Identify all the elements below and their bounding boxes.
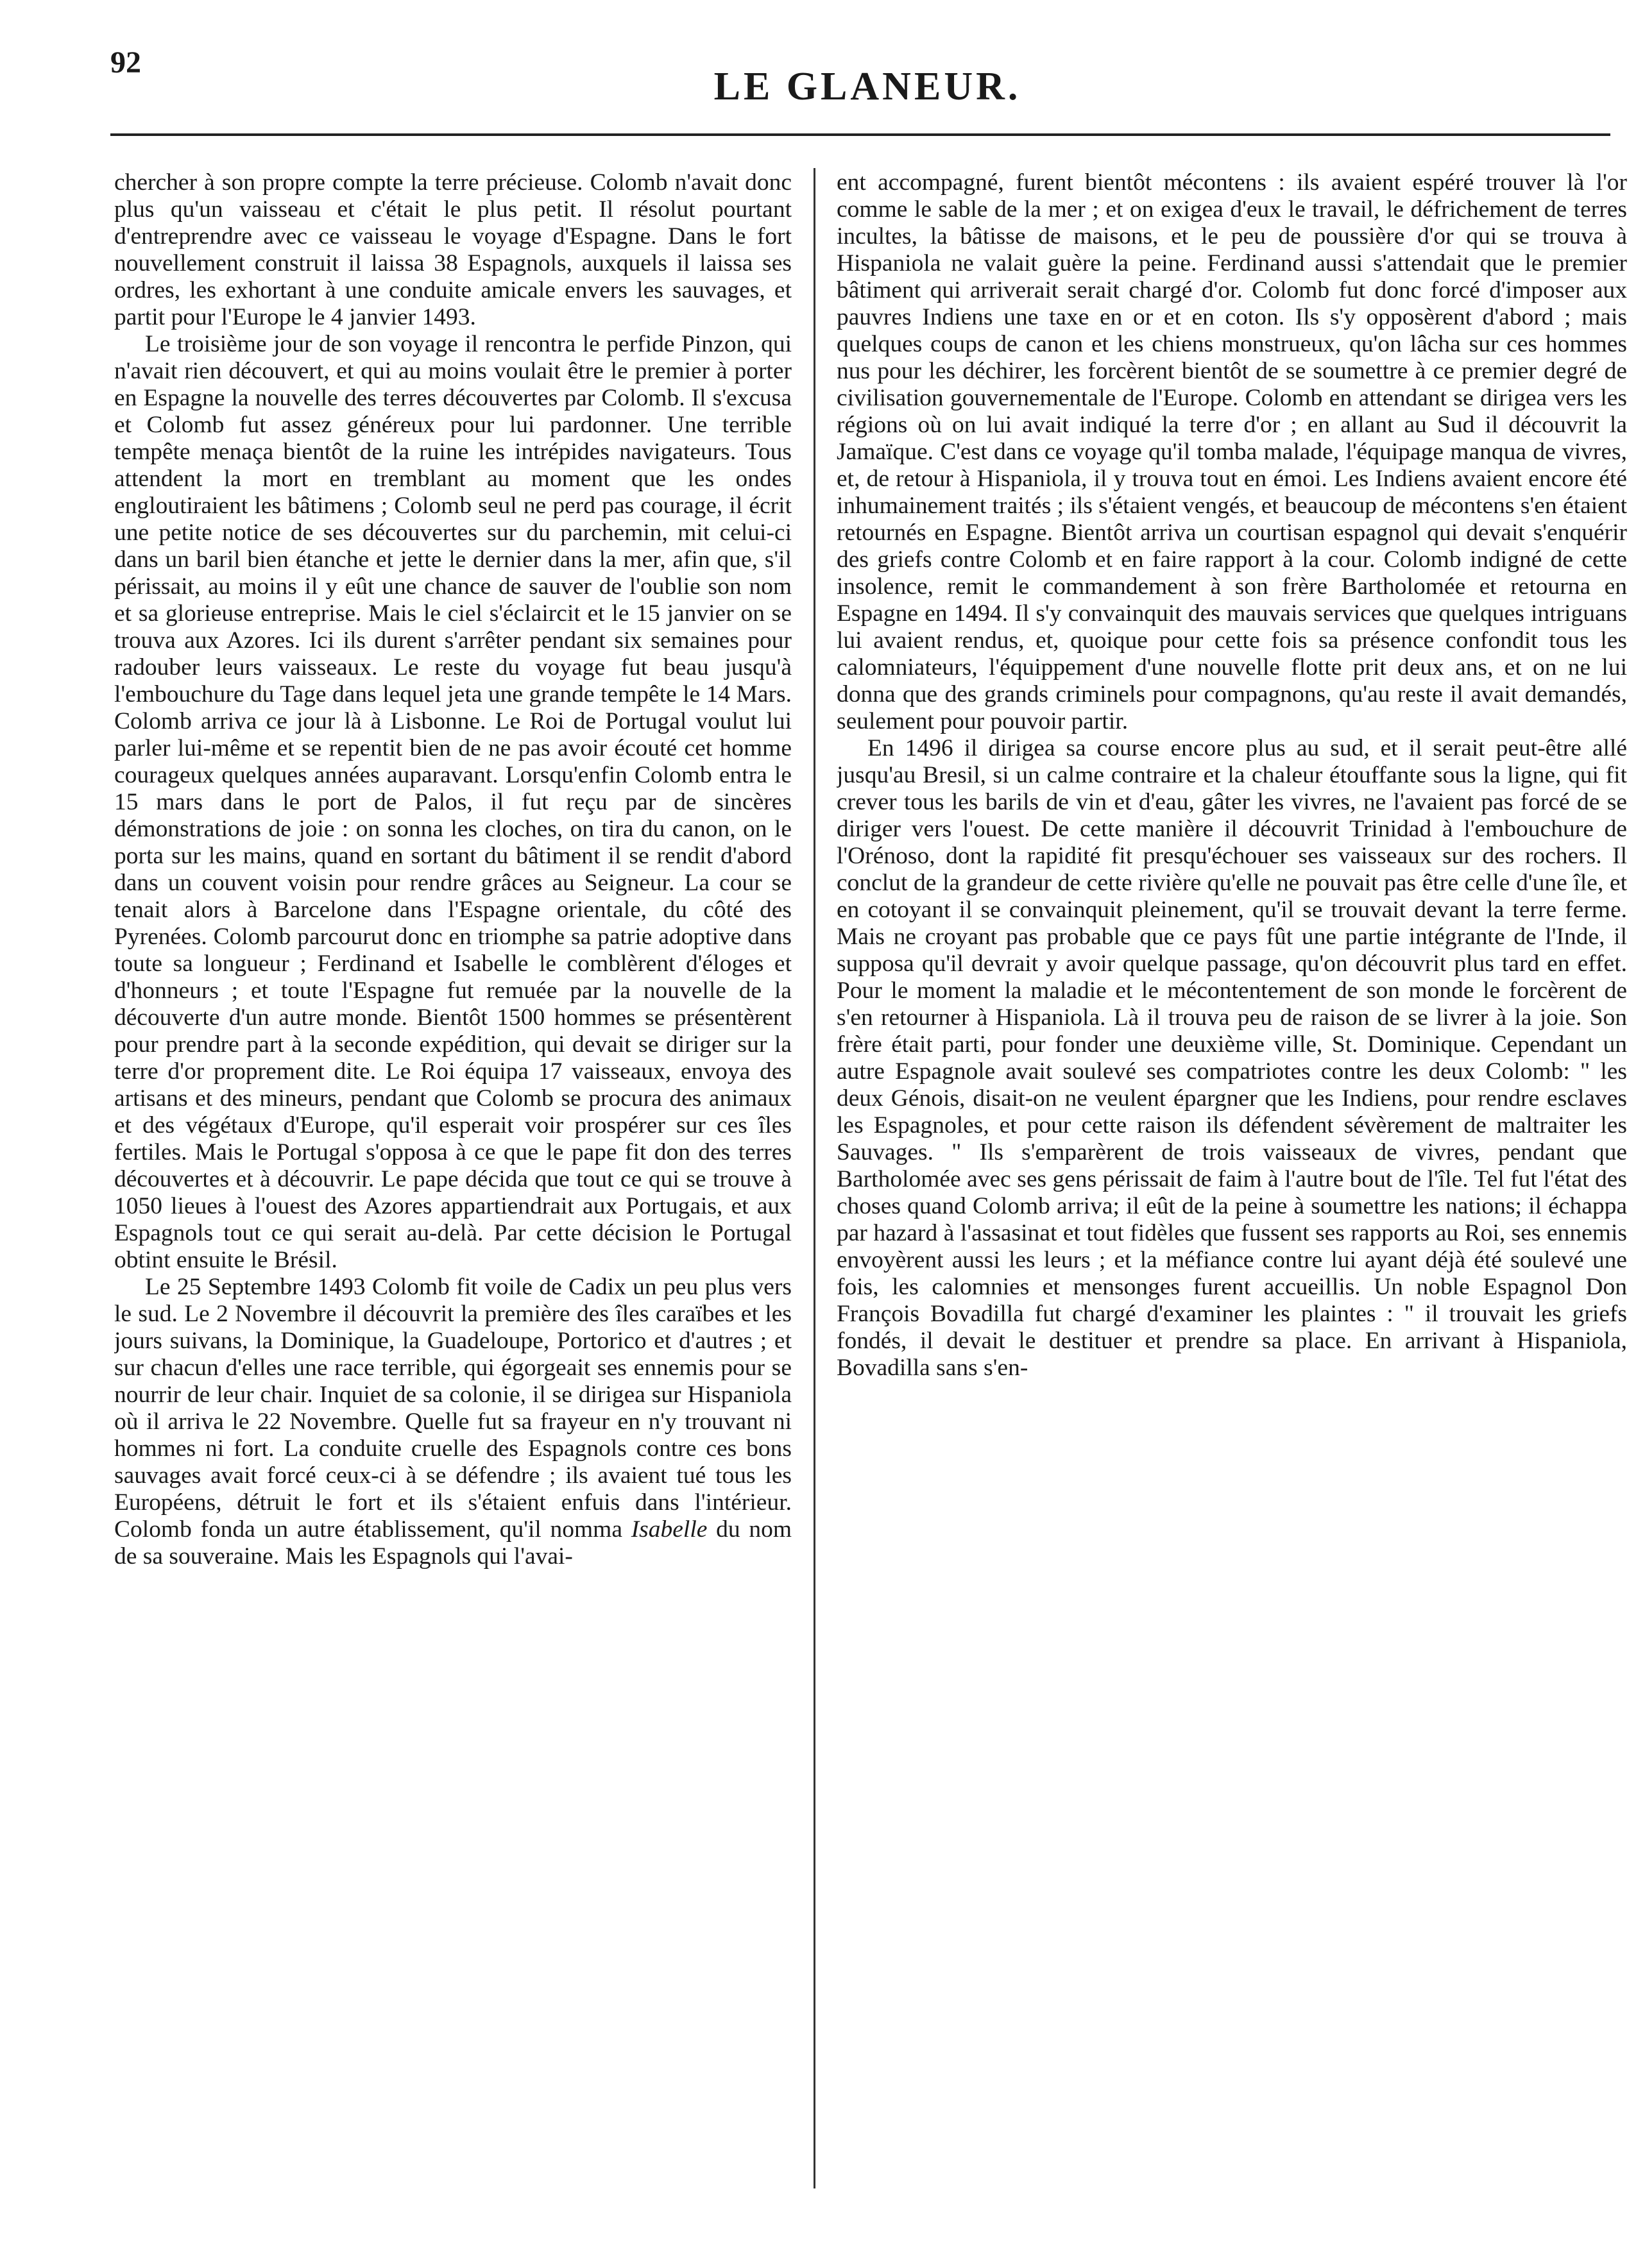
paragraph: En 1496 il dirigea sa course encore plus au sud, et il serait peut-être allé jusqu'au Bresil, si un calme contraire et la chaleur étouffante sous la ligne, qui fit crever tous les barils de vin et d'eau, gâter les vivres, ne l'avaient pas forcé de se diriger vers l'ouest. De cette manière il découvrit Trinidad à l'embouchure de l'Orénoso, dont la rapidité fit presqu'échouer ses vaisseaux sur des rochers. Il conclut de la grandeur de cette rivière qu'elle ne pouvait pas être celle d'une île, et en cotoyant il se convainquit pleinement, qu'il se trouvait devant la terre ferme. Mais ne croyant pas probable que ce pays fût une partie intégrante de l'Inde, il supposa qu'il devrait y avoir quelque passage, qu'on découvrit plus tard en effet. Pour le moment la maladie et le mécontentement de son monde le forcèrent de s'en retourner à Hispaniola. Là il trouva peu de raison de se livrer à la joie. Son frère était parti, pour fonder une deuxième ville, St. Dominique. Cependant un autre Espagnole avait soulevé ses compatriotes contre les deux Colomb: " les deux Génois, disait-on ne veulent épargner que les Indiens, pour rendre esclaves les Espagnoles, et pour cette raison ils défendent sévèrement de maltraiter les Sauvages. " Ils s'emparèrent de trois vaisseaux de vivres, pendant que Bartholomée avec ses gens périssait de faim à l'autre bout de l'île. Tel fut l'état des choses quand Colomb arriva; il eût de la peine à soumettre les nations; il échappa par hazard à l'assasinat et tout fidèles que fussent ses rapports au Roi, ses ennemis envoyèrent aussi les leurs ; et la méfiance contre lui ayant déjà été soulevé une fois, les calomnies et mensonges furent accueillis. Un noble Espagnol Don François Bovadilla fut chargé d'examiner les plaintes : " il trouvait les griefs fondés, il devait le destituer et prendre sa place. En arrivant à Hispaniola, Bovadilla sans s'en- (837, 735, 1627, 1381)
journal-title: LE GLANEUR. (713, 65, 1021, 108)
page-header (110, 45, 1624, 122)
left-column (114, 169, 792, 2196)
italic-name-isabelle: Isabelle (631, 1516, 708, 1543)
paragraph: chercher à son propre compte la terre précieuse. Colomb n'avait donc plus qu'un vaisseau et c'était le plus petit. Il résolut pourtant d'entreprendre avec ce vaisseau le voyage d'Espagne. Dans le fort nouvellement construit il laissa 38 Espagnols, auxquels il laissa ses ordres, les exhortant à une conduite amicale envers les sauvages, et partit pour l'Europe le 4 janvier 1493. (114, 169, 792, 330)
column-divider (814, 168, 815, 2188)
text-run: Le 25 Septembre 1493 Colomb fit voile de Cadix un peu plus vers le sud. Le 2 Novembre il découvrit la première des îles caraïbes et les jours suivans, la Dominique, la Guadeloupe, Portorico et d'autres ; et sur chacun d'elles une race terrible, qui égorgeait ses ennemis pour se nourrir de leur chair. Inquiet de sa colonie, il se dirigea sur Hispaniola où il arriva le 22 Novembre. Quelle fut sa frayeur en n'y trouvant ni hommes ni fort. La conduite cruelle des Espagnols contre ces bons sauvages avait forcé ceux-ci à se défendre ; ils avaient tué tous les Européens, détruit le fort et ils s'étaient enfuis dans l'intérieur. Colomb fonda un autre établissement, qu'il nomma (114, 1274, 792, 1543)
page-number: 92 (110, 46, 141, 80)
text-run: du nom de sa souveraine. Mais les Espagnols qui l'avai- (114, 1516, 792, 1570)
right-column (837, 169, 1627, 2196)
paragraph (114, 1274, 792, 1570)
paragraph: Le troisième jour de son voyage il rencontra le perfide Pinzon, qui n'avait rien découvert, et qui au moins voulait être le premier à porter en Espagne la nouvelle des terres découvertes par Colomb. Il s'excusa et Colomb fut assez généreux pour lui pardonner. Une terrible tempête menaça bientôt de la ruine les intrépides navigateurs. Tous attendent la mort en tremblant au moment que les ondes engloutiraient les bâtimens ; Colomb seul ne perd pas courage, il écrit une petite notice de ses découvertes sur du parchemin, mit celui-ci dans un baril bien étanche et jette le dernier dans la mer, afin que, s'il périssait, au moins il y eût une chance de sauver de l'oublie son nom et sa glorieuse entreprise. Mais le ciel s'éclaircit et le 15 janvier on se trouva aux Azores. Ici ils durent s'arrêter pendant six semaines pour radouber leurs vaisseaux. Le reste du voyage fut beau jusqu'à l'embouchure du Tage dans lequel jeta une grande tempête le 14 Mars. Colomb arriva ce jour là à Lisbonne. Le Roi de Portugal voulut lui parler lui-même et se repentit bien de ne pas avoir écouté cet homme courageux quelques années auparavant. Lorsqu'enfin Colomb entra le 15 mars dans le port de Palos, il fut reçu par de sincères démonstrations de joie : on sonna les cloches, on tira du canon, on le porta sur les mains, quand en sortant du bâtiment il se rendit d'abord dans un couvent voisin pour rendre grâces au Seigneur. La cour se tenait alors à Barcelone dans l'Espagne orientale, du côté des Pyrenées. Colomb parcourut donc en triomphe sa patrie adoptive dans toute sa longueur ; Ferdinand et Isabelle le comblèrent d'éloges et d'honneurs ; et toute l'Espagne fut remuée par la nouvelle de la découverte d'un autre monde. Bientôt 1500 hommes se présentèrent pour prendre part à la seconde expédition, qui devait se diriger sur la terre d'or proprement dite. Le Roi équipa 17 vaisseaux, envoya des artisans et des mineurs, pendant que Colomb se procura des animaux et des végétaux d'Europe, qu'il esperait voir prospérer sur ces îles fertiles. Mais le Portugal s'opposa à ce que le pape fit don des terres découvertes et à découvrir. Le pape décida que tout ce qui se trouve à 1050 lieues à l'ouest des Azores appartiendrait aux Portugais, et aux Espagnols tout ce qui serait au-delà. Par cette décision le Portugal obtint ensuite le Brésil. (114, 331, 792, 1273)
header-rule (110, 133, 1610, 136)
paragraph: ent accompagné, furent bientôt mécontens : ils avaient espéré trouver là l'or comme le sable de la mer ; et on exigea d'eux le travail, le défrichement de terres incultes, la bâtisse de maisons, et le peu de poussière d'or qui se trouva à Hispaniola ne valait guère la peine. Ferdinand aussi s'attendait que le premier bâtiment qui arriverait serait chargé d'or. Colomb fut donc forcé d'imposer aux pauvres Indiens une taxe en or et en coton. Ils s'y opposèrent d'abord ; mais quelques coups de canon et les chiens monstrueux, qu'on lâcha sur ces hommes nus pour les déchirer, les forcèrent bientôt de se soumettre à ce premier degré de civilisation gouvernementale de l'Europe. Colomb en attendant se dirigea vers les régions où on lui avait indiqué la terre d'or ; en allant au Sud il découvrit la Jamaïque. C'est dans ce voyage qu'il tomba malade, l'équipage manqua de vivres, et, de retour à Hispaniola, il y trouva tout en émoi. Les Indiens avaient encore été inhumainement traités ; ils s'étaient vengés, et beaucoup de mécontens s'en étaient retournés en Espagne. Bientôt arriva un courtisan espagnol qui devait s'enquérir des griefs contre Colomb et en faire rapport à la cour. Colomb indigné de cette insolence, remit le commandement à son frère Bartholomée et retourna en Espagne en 1494. Il s'y convainquit des mauvais services que quelques intriguans lui avaient rendus, et, quoique pour cette fois sa présence confondit tous les calomniateurs, l'équippement d'une nouvelle flotte prit deux ans, et on ne lui donna que des grands criminels pour compagnons, qu'au reste il avait demandés, seulement pour pouvoir partir. (837, 169, 1627, 734)
